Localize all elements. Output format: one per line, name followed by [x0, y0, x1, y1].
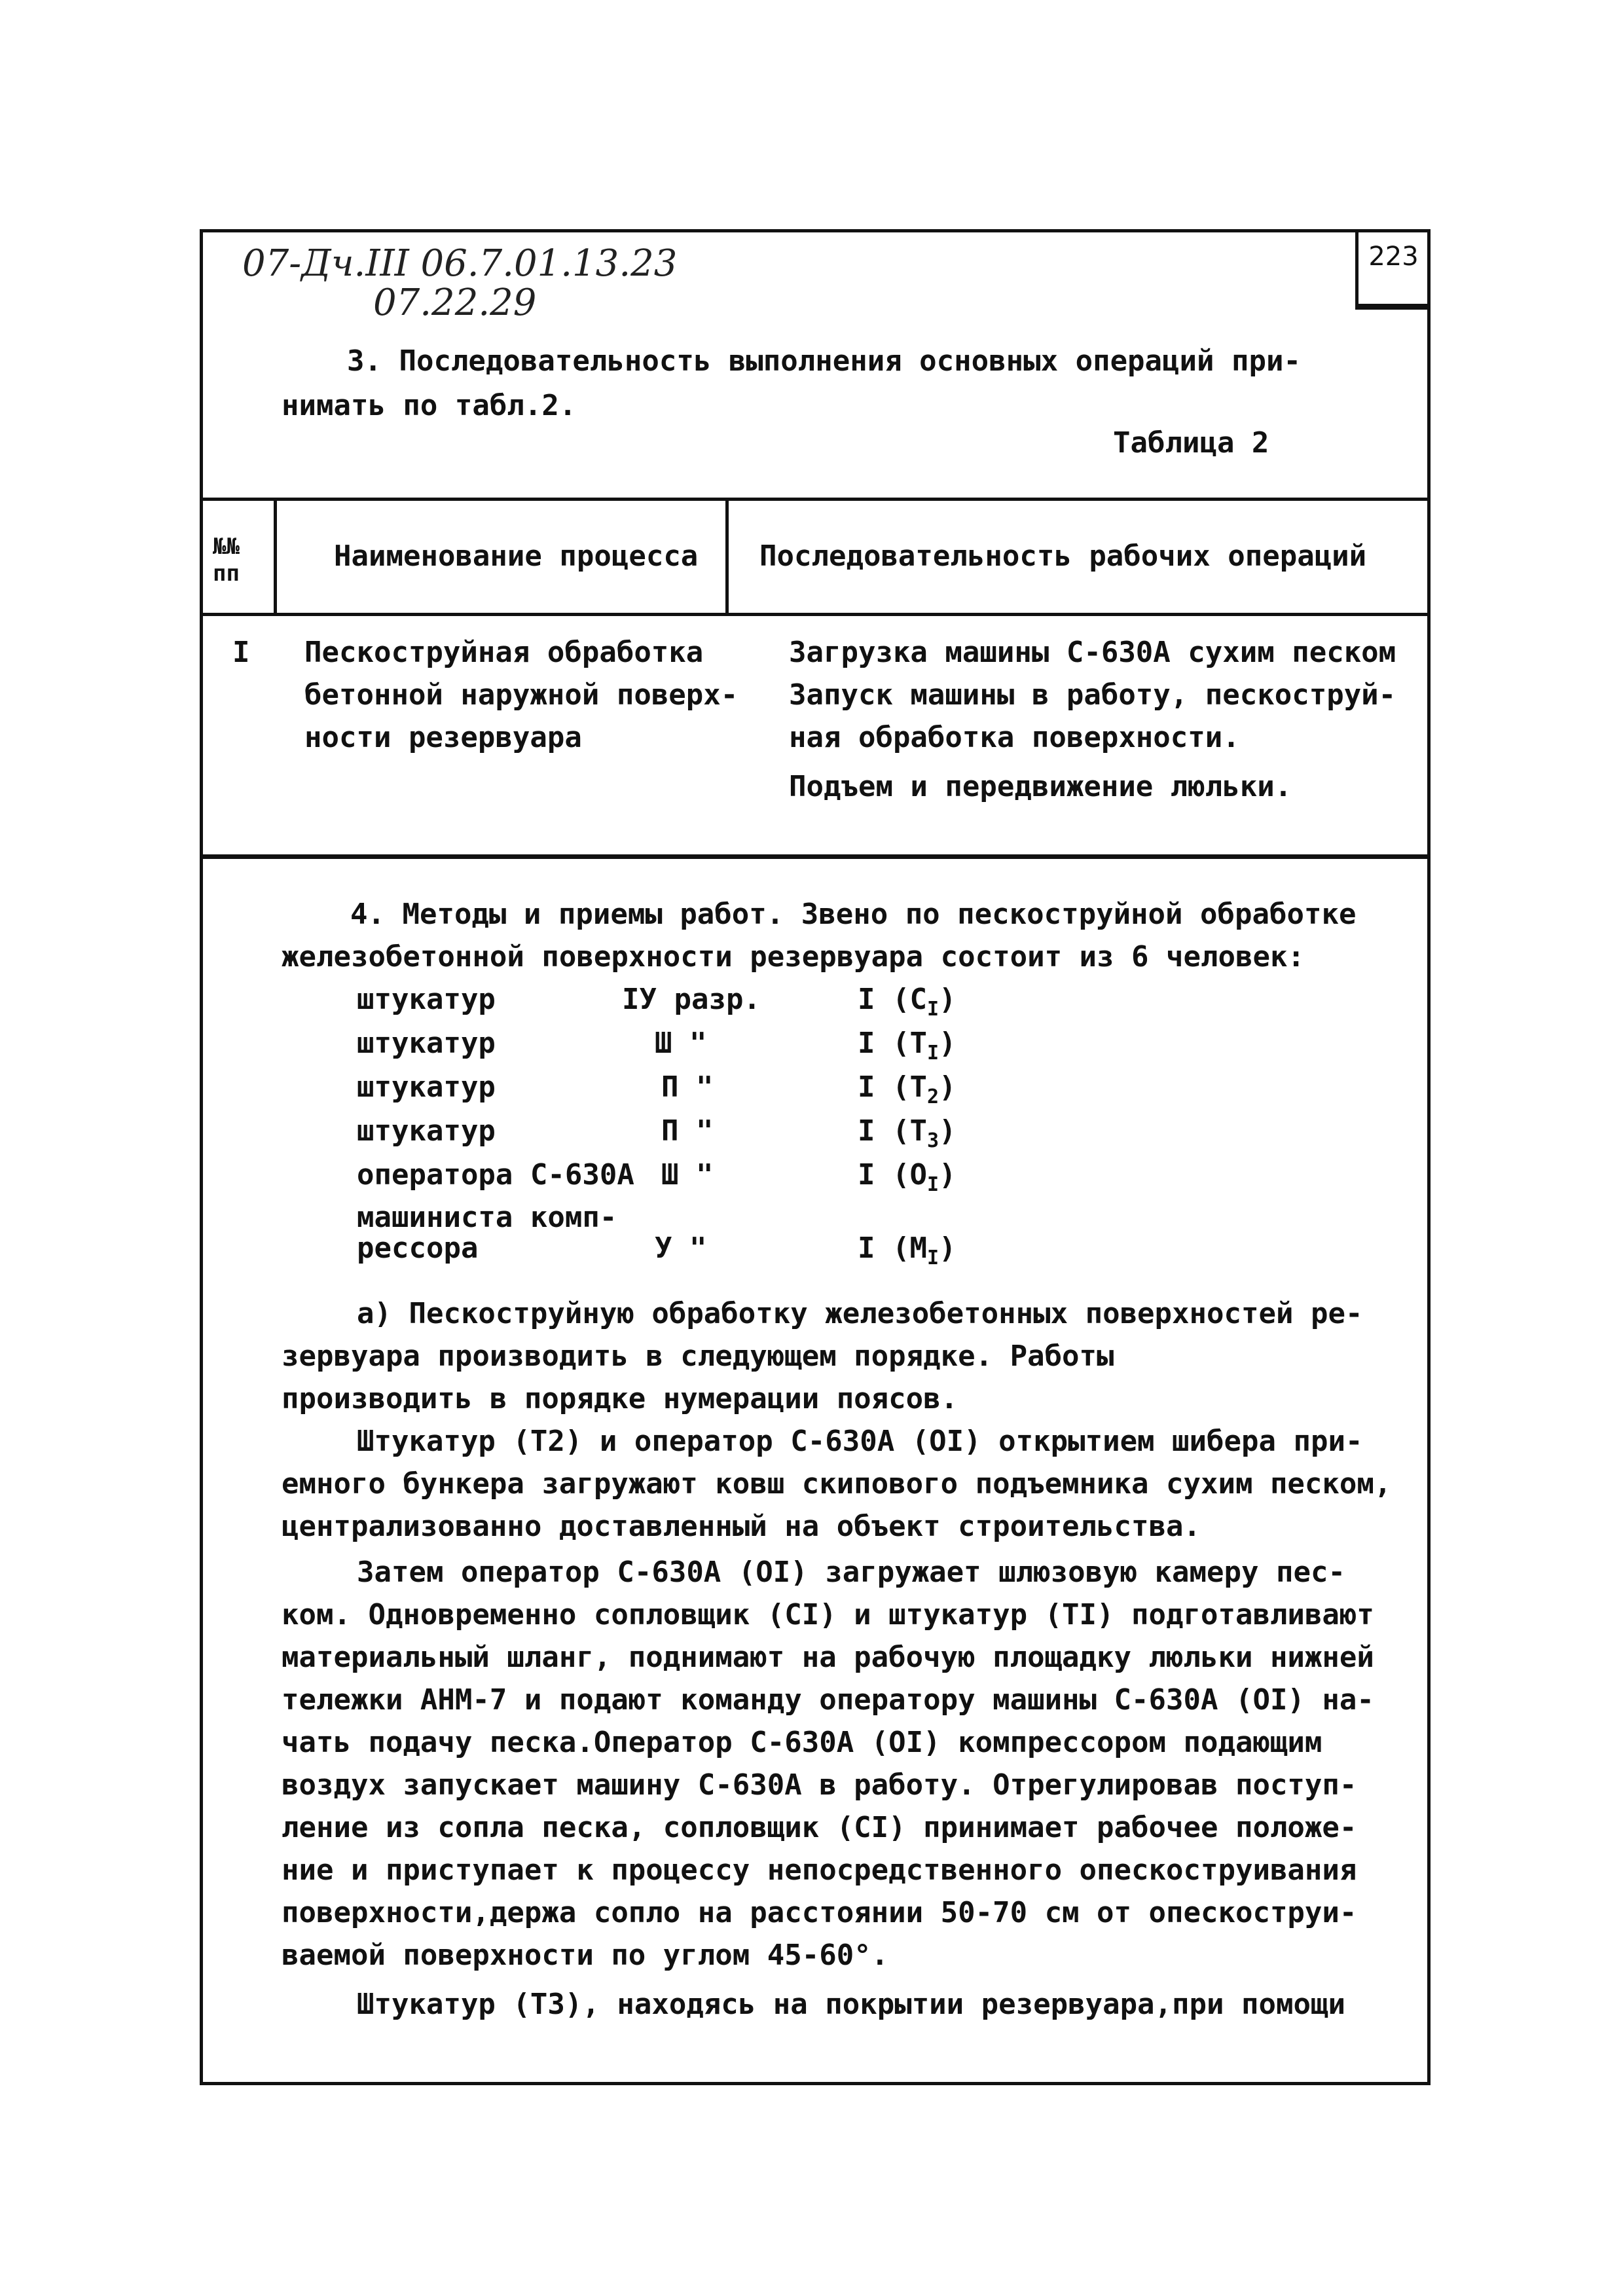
- process-line-1: Пескоструйная обработка: [304, 636, 704, 669]
- crew-grade-6: У ": [655, 1231, 707, 1265]
- process-line-2: бетонной наружной поверх-: [304, 678, 739, 712]
- crew-count-2: I $(Т_I)$: [858, 1027, 957, 1065]
- para-line: Штукатур (Т2) и оператор С-630А (ОI) открытием шибера при-: [357, 1425, 1363, 1458]
- para-line: ление из сопла песка, сопловщик (СI) принимает рабочее положе-: [282, 1811, 1357, 1844]
- crew-role-5: оператора С-630А: [357, 1158, 634, 1192]
- page-frame: [200, 229, 1431, 2085]
- handwritten-code-line2: 07.22.29: [373, 282, 537, 324]
- para-line: воздух запускает машину С-630А в работу. Отрегулировав поступ-: [282, 1768, 1357, 1802]
- crew-grade-1: IУ разр.: [622, 983, 761, 1016]
- para-line: материальный шланг, поднимают на рабочую площадку люльки нижней: [282, 1641, 1374, 1674]
- ops-line-4: Подъем и передвижение люльки.: [789, 770, 1292, 803]
- table-header-process: Наименование процесса: [334, 539, 699, 573]
- para-line: централизованно доставленный на объект строительства.: [282, 1510, 1201, 1543]
- crew-count-3: I $(Т_2)$: [858, 1070, 957, 1108]
- section4-line1: 4. Методы и приемы работ. Звено по пескоструйной обработке: [350, 898, 1357, 931]
- table-bottom-rule: [203, 854, 1427, 859]
- table-col-divider-2: [725, 498, 729, 615]
- para-line: а) Пескоструйную обработку железобетонных поверхностей ре-: [357, 1297, 1363, 1330]
- crew-role-2: штукатур: [357, 1027, 496, 1060]
- para-line: емного бункера загружают ковш скипового подъемника сухим песком,: [282, 1467, 1392, 1501]
- crew-role-4: штукатур: [357, 1114, 496, 1148]
- para-line: ком. Одновременно сопловщик (СI) и штукатур (ТI) подготавливают: [282, 1598, 1374, 1631]
- para-line: ние и приступает к процессу непосредственного опескоструивания: [282, 1853, 1357, 1887]
- para-line: Штукатур (Т3), находясь на покрытии резервуара,при помощи: [357, 1988, 1345, 2021]
- para-line: производить в порядке нумерации поясов.: [282, 1382, 958, 1415]
- section4-line2: железобетонной поверхности резервуара состоит из 6 человек:: [282, 940, 1305, 974]
- crew-grade-4: П ": [661, 1114, 714, 1148]
- crew-role-1: штукатур: [357, 983, 496, 1016]
- crew-role-6b: рессора: [357, 1231, 479, 1265]
- table-col-divider-1: [274, 498, 277, 615]
- intro-line1: 3. Последовательность выполнения основных операций при-: [347, 344, 1301, 378]
- table-header-rule: [203, 613, 1427, 616]
- para-line: Затем оператор С-630А (ОI) загружает шлюзовую камеру пес-: [357, 1556, 1345, 1589]
- crew-count-6: I $(М_I)$: [858, 1231, 957, 1269]
- crew-role-3: штукатур: [357, 1070, 496, 1104]
- table-header-operations: Последовательность рабочих операций: [759, 539, 1367, 573]
- process-line-3: ности резервуара: [304, 721, 582, 754]
- crew-grade-5: Ш ": [661, 1158, 714, 1192]
- para-line: зервуара производить в следующем порядке. Работы: [282, 1339, 1114, 1373]
- para-line: ваемой поверхности по углом 45-60°.: [282, 1939, 889, 1972]
- table-row-num: I: [232, 636, 250, 669]
- crew-count-1: I $(С_I)$: [858, 983, 957, 1021]
- table-top-rule: [203, 498, 1427, 501]
- crew-grade-3: П ": [661, 1070, 714, 1104]
- page-number: 223: [1355, 232, 1429, 310]
- crew-count-4: I $(Т_3)$: [858, 1114, 957, 1152]
- table-label: Таблица 2: [1113, 426, 1269, 460]
- table-header-num: №№ пп: [213, 534, 240, 587]
- crew-role-6a: машиниста комп-: [357, 1201, 617, 1234]
- para-line: тележки АНМ-7 и подают команду оператору машины С-630А (ОI) на-: [282, 1683, 1374, 1717]
- para-line: поверхности,держа сопло на расстоянии 50-70 см от опескоструи-: [282, 1896, 1357, 1929]
- intro-line2: нимать по табл.2.: [282, 389, 577, 422]
- handwritten-code-line1: 07-Дч.III 06.7.01.13.23: [242, 242, 678, 285]
- ops-line-2: Запуск машины в работу, пескоструй-: [789, 678, 1396, 712]
- crew-count-5: I $(О_I)$: [858, 1158, 957, 1196]
- crew-grade-2: Ш ": [655, 1027, 707, 1060]
- para-line: чать подачу песка.Оператор С-630А (ОI) компрессором подающим: [282, 1726, 1322, 1759]
- ops-line-3: ная обработка поверхности.: [789, 721, 1240, 754]
- ops-line-1: Загрузка машины С-630А сухим песком: [789, 636, 1396, 669]
